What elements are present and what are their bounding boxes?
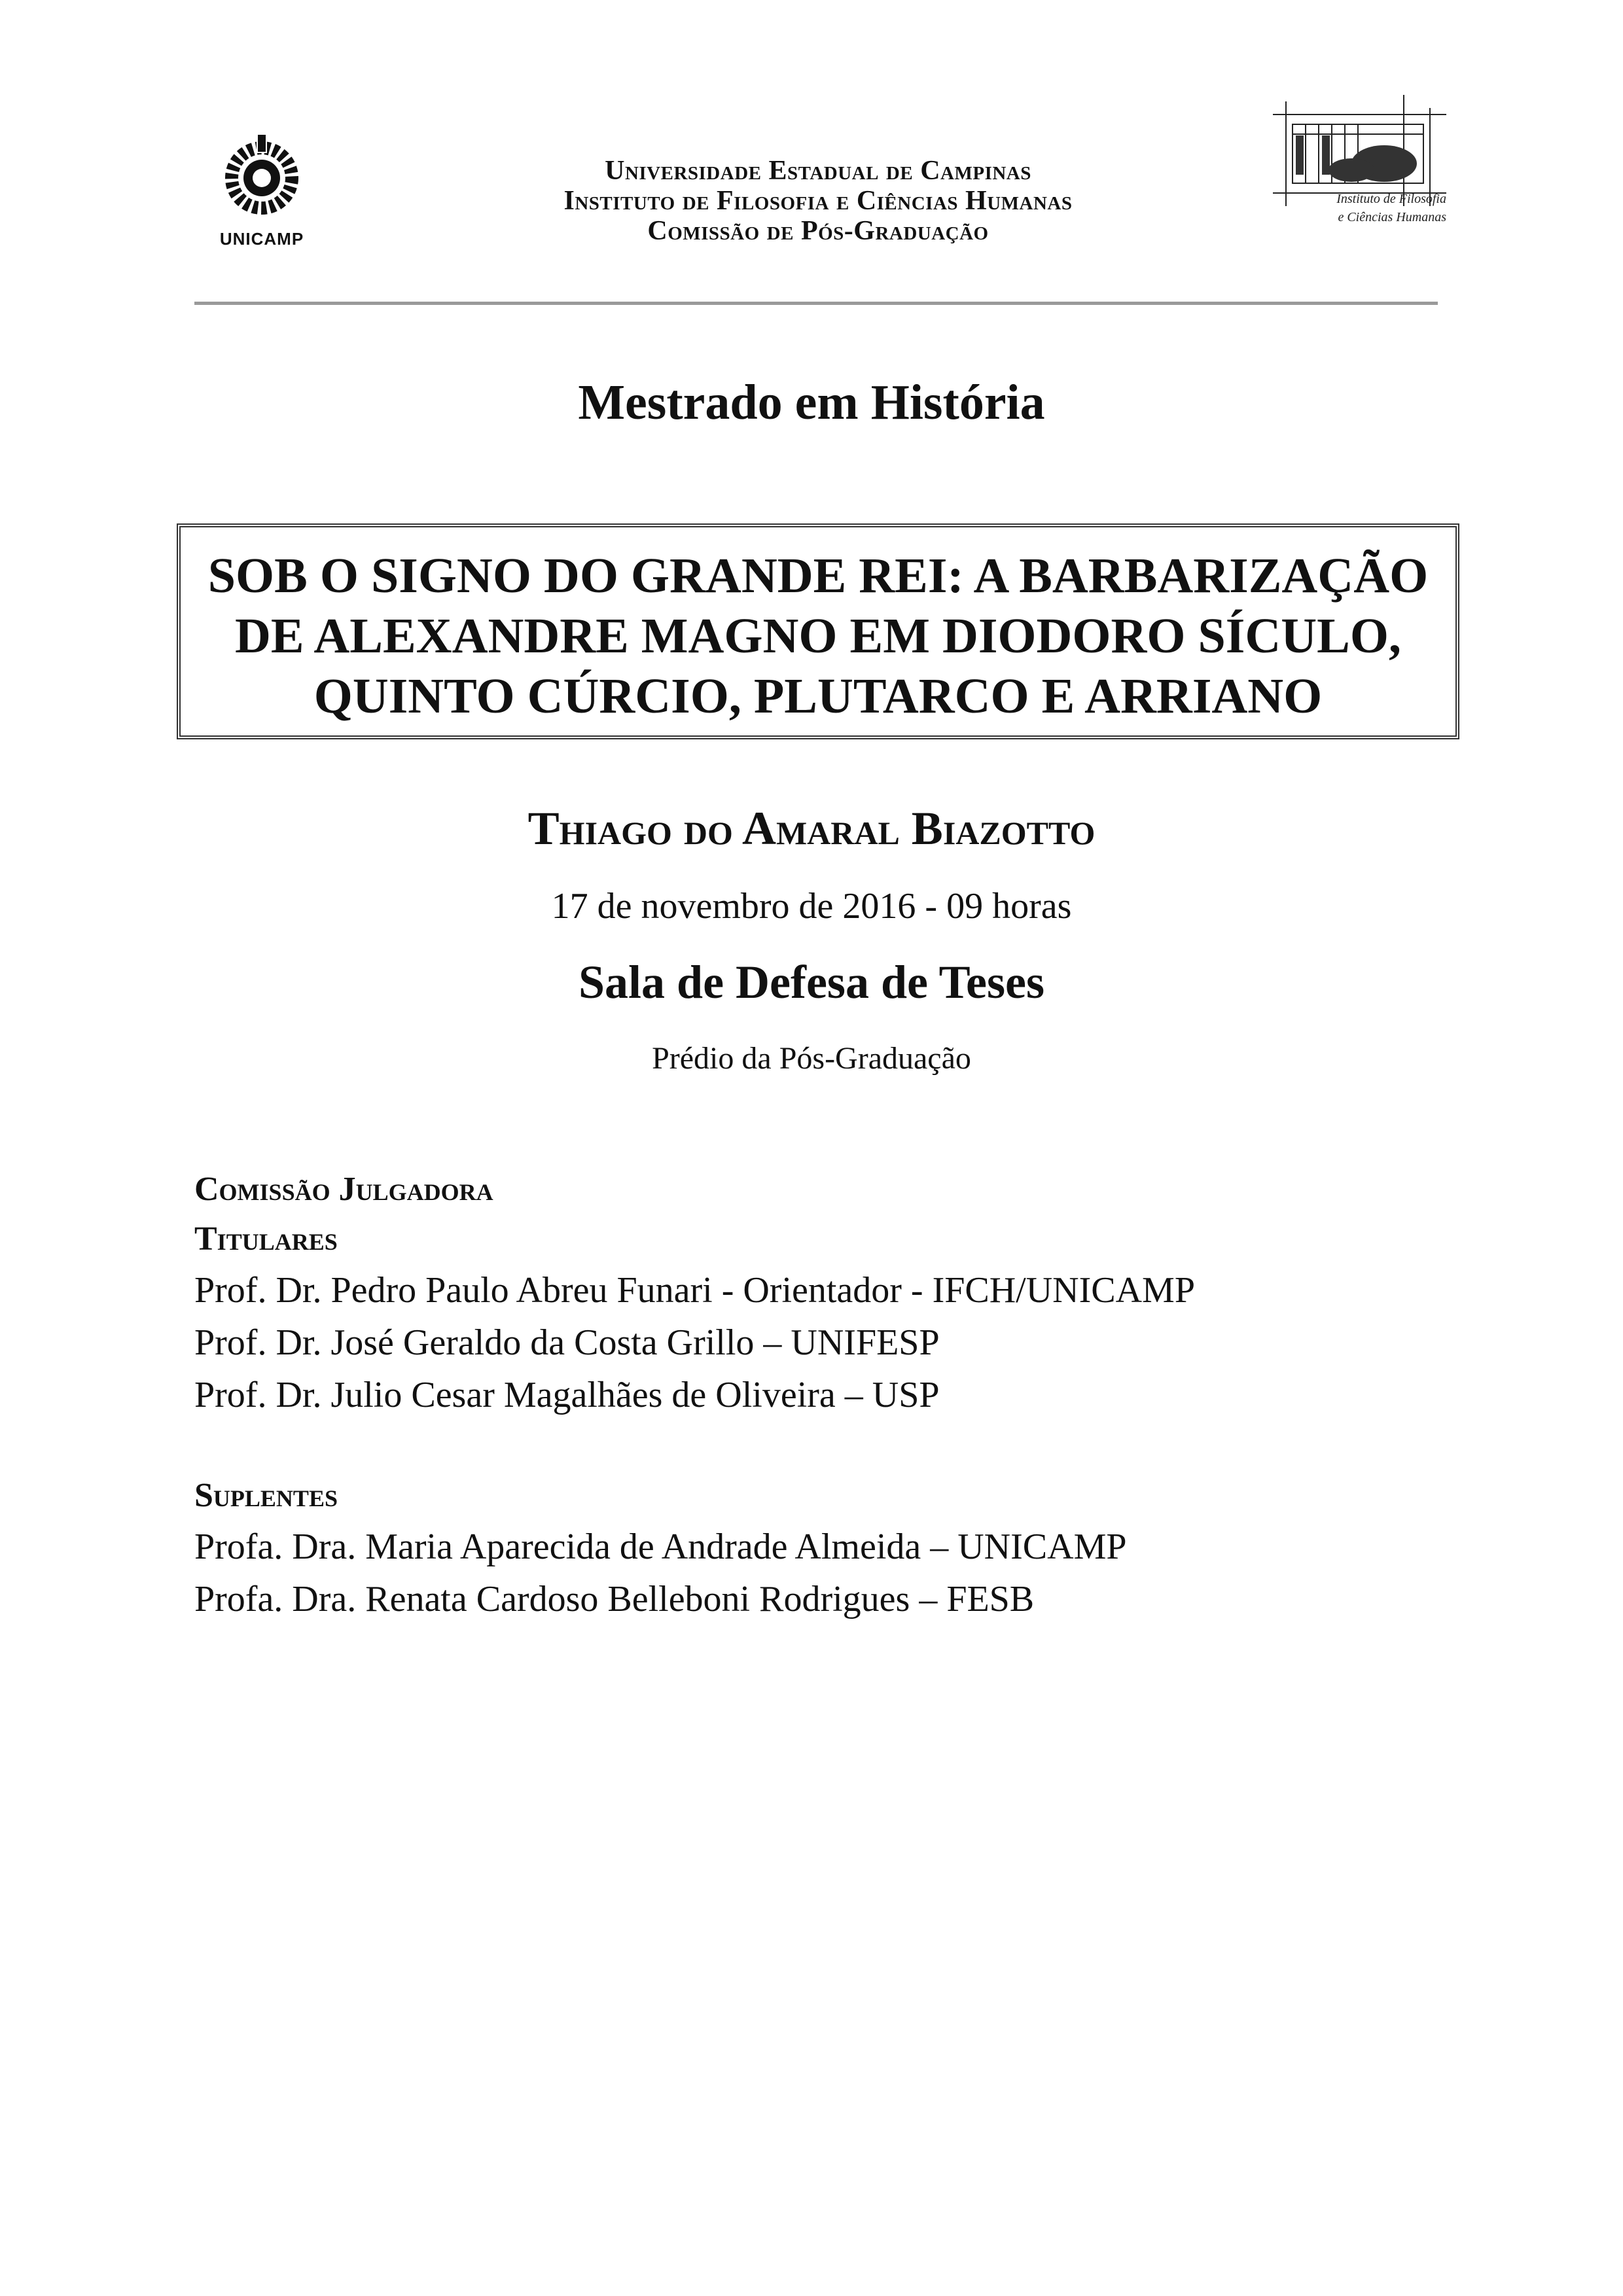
thesis-title-line-1: SOB O SIGNO DO GRANDE REI: A BARBARIZAÇÃO <box>207 548 1429 603</box>
thesis-title-line-3: QUINTO CÚRCIO, PLUTARCO E ARRIANO <box>313 669 1323 724</box>
examining-committee <box>194 1165 1438 1625</box>
section-spacer <box>194 1421 1438 1471</box>
institution-header <box>327 156 1309 246</box>
header-line-commission: Comissão de Pós-Graduação <box>647 216 989 246</box>
alternate-member: Profa. Dra. Renata Cardoso Belleboni Rodrigues – FESB <box>194 1579 1035 1619</box>
ifch-caption-line-2: e Ciências Humanas <box>1338 210 1446 224</box>
committee-member: Prof. Dr. Julio Cesar Magalhães de Oliveira – USP <box>194 1375 940 1415</box>
unicamp-logo <box>196 131 327 255</box>
unicamp-wordmark: UNICAMP <box>219 229 304 249</box>
defense-venue: Sala de Defesa de Teses <box>578 956 1045 1008</box>
suplentes-heading: Suplentes <box>194 1477 338 1514</box>
venue-building: Prédio da Pós-Graduação <box>652 1041 971 1076</box>
thesis-title <box>181 546 1455 726</box>
ifch-logo <box>1273 95 1446 245</box>
thesis-title-box <box>177 523 1459 739</box>
titulares-heading: Titulares <box>194 1220 338 1258</box>
unicamp-emblem-icon <box>196 131 327 229</box>
header-line-university: Universidade Estadual de Campinas <box>605 156 1031 186</box>
program-title: Mestrado em História <box>578 375 1045 430</box>
header-line-institute: Instituto de Filosofia e Ciências Humanas <box>563 186 1073 216</box>
defense-date: 17 de novembro de 2016 - 09 horas <box>551 886 1072 927</box>
ifch-caption-line-1: Instituto de Filosofia <box>1336 192 1446 206</box>
alternate-member: Profa. Dra. Maria Aparecida de Andrade Almeida – UNICAMP <box>194 1527 1127 1567</box>
committee-member: Prof. Dr. Pedro Paulo Abreu Funari - Orientador - IFCH/UNICAMP <box>194 1270 1195 1311</box>
committee-member: Prof. Dr. José Geraldo da Costa Grillo – UNIFESP <box>194 1322 940 1363</box>
candidate-name: Thiago do Amaral Biazotto <box>527 802 1096 855</box>
header-divider <box>194 302 1438 305</box>
ifch-building-icon <box>1273 95 1446 206</box>
thesis-title-line-2: DE ALEXANDRE MAGNO EM DIODORO SÍCULO, <box>235 609 1401 663</box>
committee-heading: Comissão Julgadora <box>194 1171 493 1208</box>
